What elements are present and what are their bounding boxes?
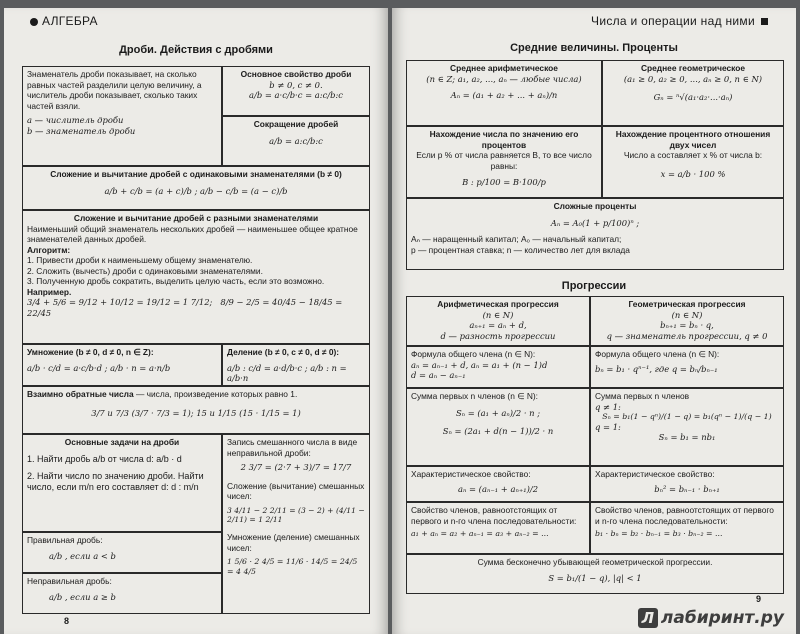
mult-title: Умножение (b ≠ 0, d ≠ 0, n ∈ Z):	[27, 347, 154, 357]
geom-mean-formula: Gₙ = ⁿ√(a₁·a₂·...·aₙ)	[653, 92, 733, 102]
arithmetic-mean	[406, 60, 602, 126]
equi-b-formula: b₁ · bₙ = b₂ · bₙ₋₁ = b₃ · bₙ₋₂ = ...	[595, 529, 723, 538]
improper-fraction	[22, 573, 222, 614]
find-number-title: Нахождение числа по значению его процентов	[429, 129, 579, 150]
proper-title: Правильная дробь:	[27, 535, 103, 545]
geometric-mean	[602, 60, 784, 126]
gen-a-formula: aₙ = aₙ₋₁ + d, aₙ = a₁ + (n − 1)d	[411, 359, 548, 370]
sum-b-title: Сумма первых n членов	[595, 391, 690, 401]
mixed-mul-title: Умножение (деление) смешанных чисел:	[227, 532, 360, 553]
numerator-text: a — числитель дроби	[27, 115, 124, 125]
fraction-definition	[22, 66, 222, 166]
compound-formula: Aₙ = A₀(1 + p/100)ⁿ ;	[550, 217, 640, 228]
section-title-averages: Средние величины. Проценты	[510, 42, 678, 54]
geom-prog-cond: (n ∈ N)	[671, 309, 703, 320]
reduction	[222, 116, 370, 166]
infinite-sum	[406, 554, 784, 594]
sum-geom	[590, 388, 784, 466]
find-percent-text: Число a составляет x % от числа b:	[623, 150, 763, 160]
basic-property-formula: a/b = a·c/b·c = a:c/b:c	[249, 90, 343, 100]
equidistant-arith	[406, 502, 590, 554]
geom-prog-ratio: q — знаменатель прогрессии, q ≠ 0	[606, 330, 768, 341]
equidistant-geom	[590, 502, 784, 554]
labirint-logo-icon: Л	[638, 608, 658, 628]
improper-formula: a/b , если a ≥ b	[49, 591, 116, 602]
geometric-progression	[590, 296, 784, 346]
arith-mean-cond: (n ∈ Z; a₁, a₂, ..., aₙ — любые числа)	[426, 73, 582, 84]
proper-fraction	[22, 532, 222, 573]
equi-a-formula: a₁ + aₙ = a₂ + aₙ₋₁ = a₃ + aₙ₋₂ = ...	[411, 529, 549, 538]
bullet-icon	[30, 18, 38, 26]
equi-a-title: Свойство членов, равноотстоящих от первого и n-го члена последовательности:	[411, 505, 577, 526]
geom-mean-title: Среднее геометрическое	[640, 63, 746, 73]
compound-interest	[406, 198, 784, 270]
labirint-logo: Л лабиринт.ру	[638, 608, 784, 628]
diff-denom-title: Сложение и вычитание дробей с разными знаменателями	[73, 213, 319, 223]
sum-a-title: Сумма первых n членов (n ∈ N):	[411, 391, 538, 401]
find-percent-title: Нахождение процентного отношения двух чисел	[615, 129, 771, 150]
multiplication	[22, 344, 222, 386]
sum-b-formula-2: Sₙ = b₁ = nb₁	[658, 432, 716, 443]
sum-a-formula-1: Sₙ = (a₁ + aₙ)/2 · n ;	[455, 407, 541, 418]
sum-b-cond-1: q ≠ 1:	[595, 401, 621, 412]
reduction-title: Сокращение дробей	[253, 119, 339, 129]
characteristic-arith	[406, 466, 590, 502]
find-number-text: Если p % от числа равняется B, то все число равны:	[416, 150, 592, 171]
char-b-title: Характеристическое свойство:	[595, 469, 715, 479]
reciprocal-title: Взаимно обратные числа	[27, 389, 134, 399]
sum-a-formula-2: Sₙ = (2a₁ + d(n − 1))/2 · n	[442, 426, 554, 436]
reduction-formula: a/b = a:c/b:c	[269, 135, 323, 146]
char-a-formula: aₙ = (aₙ₋₁ + aₙ₊₁)/2	[457, 483, 539, 494]
arith-prog-formula: aₙ₊₁ = aₙ + d,	[469, 320, 527, 330]
gen-b-formula: bₙ = b₁ · qⁿ⁻¹, где q = bₙ/bₙ₋₁	[595, 363, 718, 374]
compound-legend-1: Aₙ — наращенный капитал; A₀ — начальный капитал;	[411, 234, 622, 244]
gen-b-title: Формула общего члена (n ∈ N):	[595, 349, 720, 359]
gen-a-diff: d = aₙ − aₙ₋₁	[411, 370, 466, 380]
mixed-mul-formula: 1 5/6 · 2 4/5 = 11/6 · 14/5 = 24/5 = 4 4/5	[227, 557, 358, 577]
algorithm-title: Алгоритм:	[27, 244, 71, 255]
sum-arith	[406, 388, 590, 466]
division	[222, 344, 370, 386]
example-1: 3/4 + 5/6 = 9/12 + 10/12 = 19/12 = 1 7/12; 8/9 − 2/5 = 40/45 − 18/45 = 22/45	[27, 297, 343, 318]
geom-prog-title: Геометрическая прогрессия	[628, 299, 746, 309]
char-a-title: Характеристическое свойство:	[411, 469, 531, 479]
arith-prog-cond: (n ∈ N)	[482, 309, 514, 320]
geom-prog-formula: bₙ₊₁ = bₙ · q,	[660, 320, 714, 330]
left-page	[4, 8, 388, 634]
mult-formula: a/b · c/d = a·c/b·d ; a/b · n = a·n/b	[27, 362, 171, 373]
sum-b-cond-2: q = 1:	[595, 421, 621, 432]
running-head-left: АЛГЕБРА	[30, 14, 98, 28]
mixed-sum-formula: 3 4/11 − 2 2/11 = (3 − 2) + (4/11 − 2/11) = 1 2/11	[227, 505, 365, 524]
compound-title: Сложные проценты	[553, 201, 637, 211]
section-title-fractions: Дроби. Действия с дробями	[119, 44, 273, 56]
proper-formula: a/b , если a < b	[49, 550, 116, 561]
task-1: 1. Найти дробь a/b от числа d: a/b · d	[27, 453, 182, 464]
definition-text: Знаменатель дроби показывает, на сколько равных частей разделили целую величину, а числитель дроби показывает, сколько таких частей взяли.	[27, 69, 202, 111]
general-term-geom	[590, 346, 784, 388]
mixed-sum-title: Сложение (вычитание) смешанных чисел:	[227, 480, 365, 501]
general-term-arith	[406, 346, 590, 388]
sum-b-formula-1: Sₙ = b₁(1 − qⁿ)/(1 − q) = b₁(qⁿ − 1)/(q − 1)	[602, 412, 772, 421]
mixed-numbers	[222, 434, 370, 614]
diff-denom-text: Наименьший общий знаменатель нескольких дробей — наименьшее общее кратное знаменателей данных дробей.	[27, 223, 358, 244]
characteristic-geom	[590, 466, 784, 502]
basic-property-cond: b ≠ 0, c ≠ 0.	[269, 79, 323, 90]
div-title: Деление (b ≠ 0, c ≠ 0, d ≠ 0):	[227, 347, 340, 357]
reciprocal-formula: 3/7 и 7/3 (3/7 · 7/3 = 1); 15 и 1/15 (15 · 1/15 = 1)	[91, 407, 301, 418]
algo-step-3: 3. Полученную дробь сократить, выделить целую часть, если это возможно.	[27, 276, 325, 286]
infinite-formula: S = b₁/(1 − q), |q| < 1	[548, 572, 642, 583]
basic-property	[222, 66, 370, 116]
mixed-title: Запись смешанного числа в виде неправильной дроби:	[227, 437, 358, 458]
arith-mean-title: Среднее арифметическое	[450, 63, 558, 73]
arith-prog-title: Арифметическая прогрессия	[437, 299, 559, 309]
right-page	[392, 8, 796, 634]
reciprocal-text: — числа, произведение которых равно 1.	[135, 389, 298, 399]
task-2: 2. Найти число по значению дроби. Найти число, если m/n его составляет d: d : m/n	[27, 470, 204, 492]
find-percent-ratio	[602, 126, 784, 198]
arith-mean-formula: Aₙ = (a₁ + a₂ + ... + aₙ)/n	[450, 90, 558, 100]
basic-property-title: Основное свойство дроби	[240, 69, 352, 79]
reciprocal-numbers	[22, 386, 370, 434]
compound-legend-2: p — процентная ставка; n — количество лет для вклада	[411, 244, 630, 255]
section-title-progressions: Прогрессии	[561, 280, 627, 292]
denominator-text: b — знаменатель дроби	[27, 125, 136, 136]
infinite-title: Сумма бесконечно убывающей геометрической прогрессии.	[477, 557, 713, 567]
gen-a-title: Формула общего члена (n ∈ N):	[411, 349, 536, 359]
find-number-by-percent	[406, 126, 602, 198]
same-denominators	[22, 166, 370, 210]
char-b-formula: bₙ² = bₙ₋₁ · bₙ₊₁	[654, 483, 720, 494]
improper-title: Неправильная дробь:	[27, 576, 112, 586]
running-head-right: Числа и операции над ними	[591, 14, 768, 28]
page-number-right: 9	[756, 594, 762, 604]
algo-step-2: 2. Сложить (вычесть) дроби с одинаковыми знаменателями.	[27, 265, 263, 276]
arith-prog-diff: d — разность прогрессии	[440, 330, 556, 341]
page-number-left: 8	[64, 616, 70, 626]
square-icon	[761, 18, 768, 25]
algo-step-1: 1. Привести дроби к наименьшему общему знаменателю.	[27, 255, 253, 265]
different-denominators	[22, 210, 370, 344]
tasks-title: Основные задачи на дроби	[64, 437, 180, 447]
mixed-formula: 2 3/7 = (2·7 + 3)/7 = 17/7	[240, 462, 352, 472]
arithmetic-progression	[406, 296, 590, 346]
geom-mean-cond: (a₁ ≥ 0, a₂ ≥ 0, ..., aₙ ≥ 0, n ∈ N)	[623, 73, 763, 84]
example-title: Например.	[27, 286, 72, 297]
find-number-formula: B : p/100 = B·100/p	[462, 177, 546, 187]
find-percent-formula: x = a/b · 100 %	[660, 168, 726, 179]
same-denom-formula: a/b + c/b = (a + c)/b ; a/b − c/b = (a − c)/b	[104, 185, 288, 196]
same-denom-title: Сложение и вычитание дробей с одинаковыми знаменателями (b ≠ 0)	[50, 169, 342, 179]
div-formula: a/b : c/d = a·d/b·c ; a/b : n = a/b·n	[227, 362, 347, 383]
equi-b-title: Свойство членов, равноотстоящих от первого и n-го члена последовательности:	[595, 505, 774, 526]
fraction-tasks	[22, 434, 222, 532]
